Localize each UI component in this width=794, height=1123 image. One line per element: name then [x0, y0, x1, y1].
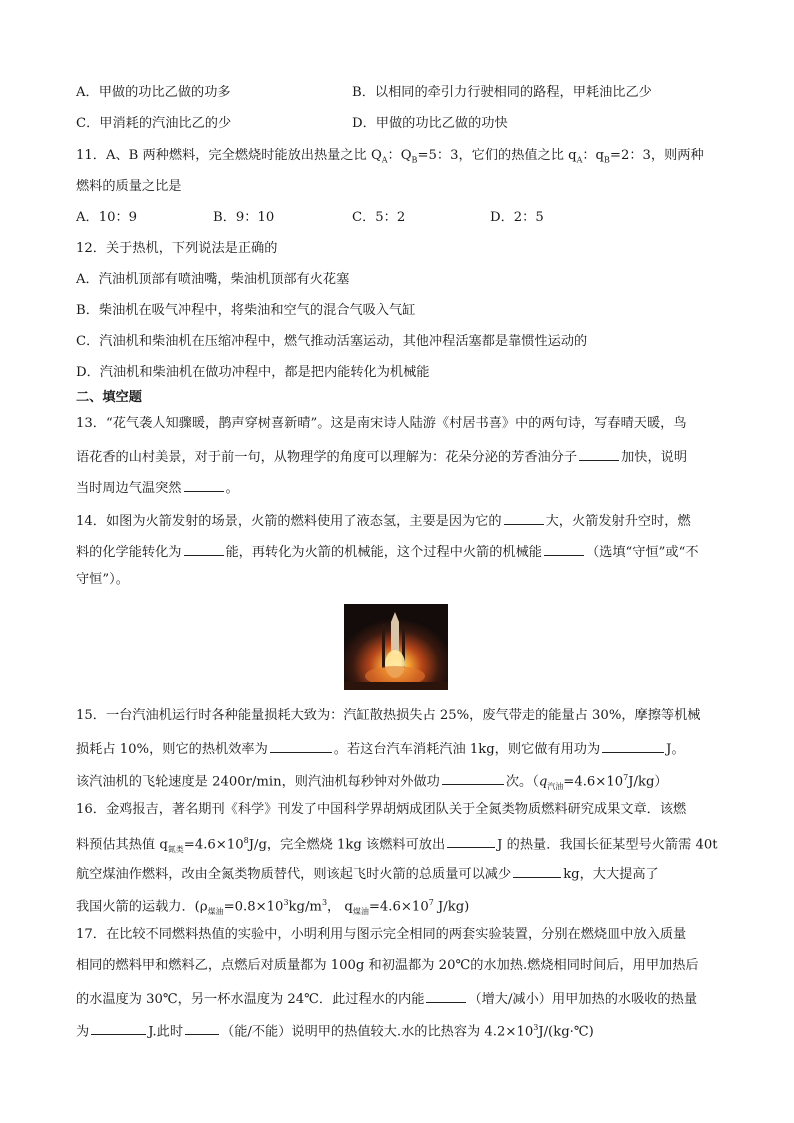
- answer-blank[interactable]: [602, 738, 664, 753]
- q10-option-b: B．以相同的牵引力行驶相同的路程，甲耗油比乙少: [352, 85, 652, 100]
- section-heading-fill-blank: 二、填空题: [76, 390, 142, 405]
- answer-blank[interactable]: [442, 770, 504, 785]
- answer-blank[interactable]: [579, 446, 619, 461]
- q10-option-d: D．甲做的功比乙做的功快: [352, 116, 508, 131]
- q17-line4: 为 J.此时 （能/不能）说明甲的热值较大.水的比热容为 $4.2\times 10^3J/(kg\cdot℃)$: [76, 1019, 594, 1041]
- answer-blank[interactable]: [270, 738, 332, 753]
- q14-line3: 守恒”）。: [76, 572, 129, 587]
- q13-line1: 13．“花气袭人知骤暖，鹊声穿树喜新晴”。这是南宋诗人陆游《村居书喜》中的两句诗，写春晴天暖，鸟: [76, 416, 687, 431]
- q15-line2: 损耗占 10%，则它的热机效率为 。若这台汽车消耗汽油 1kg，则它做有用功为 J。: [76, 738, 685, 759]
- q10-option-c: C．甲消耗的汽油比乙的少: [76, 116, 232, 131]
- q16-line3: 航空煤油作燃料，改由全氮类物质替代，则该起飞时火箭的总质量可以减少 kg，大大提高了: [76, 863, 659, 884]
- q12-option-c: C．汽油机和柴油机在压缩冲程中，燃气推动活塞运动，其他冲程活塞都是靠惯性运动的: [76, 334, 588, 349]
- answer-blank[interactable]: [426, 988, 466, 1003]
- q17-line3: 的水温度为 30℃，另一杯水温度为 24℃．此过程水的内能 （增大/减小）用甲加热的水吸收的热量: [76, 988, 697, 1009]
- q14-line1: 14．如图为火箭发射的场景，火箭的燃料使用了液态氢，主要是因为它的 大，火箭发射升空时，燃: [76, 510, 691, 531]
- q16-line2: 料预估其热值 $q_{氮类}=4.6\times 10^8J/g$，完全燃烧 1kg 该燃料可放出 J 的热量．我国长征某型号火箭需 40t: [76, 832, 718, 859]
- answer-blank[interactable]: [91, 1020, 146, 1035]
- q13-line2: 语花香的山村美景，对于前一句，从物理学的角度可以理解为：花朵分泌的芳香油分子 加快，说明: [76, 446, 687, 467]
- q17-line1: 17．在比较不同燃料热值的实验中，小明利用与图示完全相同的两套实验装置，分别在燃烧皿中放入质量: [76, 927, 687, 942]
- q17-line2: 相同的燃料甲和燃料乙，点燃后对质量都为 100g 和初温都为 20℃的水加热.燃烧相同时间后，用甲加热后: [76, 958, 699, 973]
- q14-line2: 料的化学能转化为 能，再转化为火箭的机械能，这个过程中火箭的机械能 （选填“守恒”或“不: [76, 541, 699, 562]
- q16-line4: 我国火箭的运载力．($\rho_{煤油}=0.8\times 10^3kg/m^3$， $q_{煤油}=4.6\times 10^7$ J/kg): [76, 898, 470, 917]
- q12-option-b: B．柴油机在吸气冲程中，将柴油和空气的混合气吸入气缸: [76, 303, 416, 318]
- q12-stem: 12．关于热机，下列说法是正确的: [76, 241, 278, 256]
- answer-blank[interactable]: [513, 863, 561, 878]
- q15-line3: 该汽油机的飞轮速度是 2400r/min，则汽油机每秒钟对外做功 次。$(q_{汽油}=4.6\times 10^7J/kg)$: [76, 769, 668, 796]
- q12-option-a: A．汽油机顶部有喷油嘴，柴油机顶部有火花塞: [76, 272, 350, 287]
- answer-blank[interactable]: [504, 510, 544, 525]
- q11-option-b: B．9：10: [213, 210, 275, 225]
- answer-blank[interactable]: [184, 477, 224, 492]
- answer-blank[interactable]: [544, 541, 584, 556]
- q15-line1: 15．一台汽油机运行时各种能量损耗大致为：汽缸散热损失占 25%，废气带走的能量占 30%，摩擦等机械: [76, 708, 701, 723]
- q12-option-d: D．汽油机和柴油机在做功冲程中，都是把内能转化为机械能: [76, 365, 430, 380]
- q10-option-a: A．甲做的功比乙做的功多: [76, 85, 231, 100]
- q11-option-c: C．5：2: [352, 210, 406, 225]
- q11-stem-line1: 11．A、B 两种燃料，完全燃烧时能放出热量之比 $Q_A$：$Q_B=5$：3，它们的热值之比 $q_A$：$q_B=2$：3，则两种: [76, 148, 704, 165]
- q13-line3: 当时周边气温突然 。: [76, 477, 239, 498]
- q11-option-d: D．2：5: [490, 210, 544, 225]
- q11-option-a: A．10：9: [76, 210, 138, 225]
- answer-blank[interactable]: [447, 833, 495, 848]
- answer-blank[interactable]: [184, 541, 224, 556]
- answer-blank[interactable]: [185, 1020, 219, 1035]
- rocket-launch-image: [344, 604, 448, 690]
- q16-line1: 16．金鸡报吉，著名期刊《科学》刊发了中国科学界胡炳成团队关于全氮类物质燃料研究成果文章．该燃: [76, 802, 687, 817]
- q11-stem-line2: 燃料的质量之比是: [76, 179, 182, 194]
